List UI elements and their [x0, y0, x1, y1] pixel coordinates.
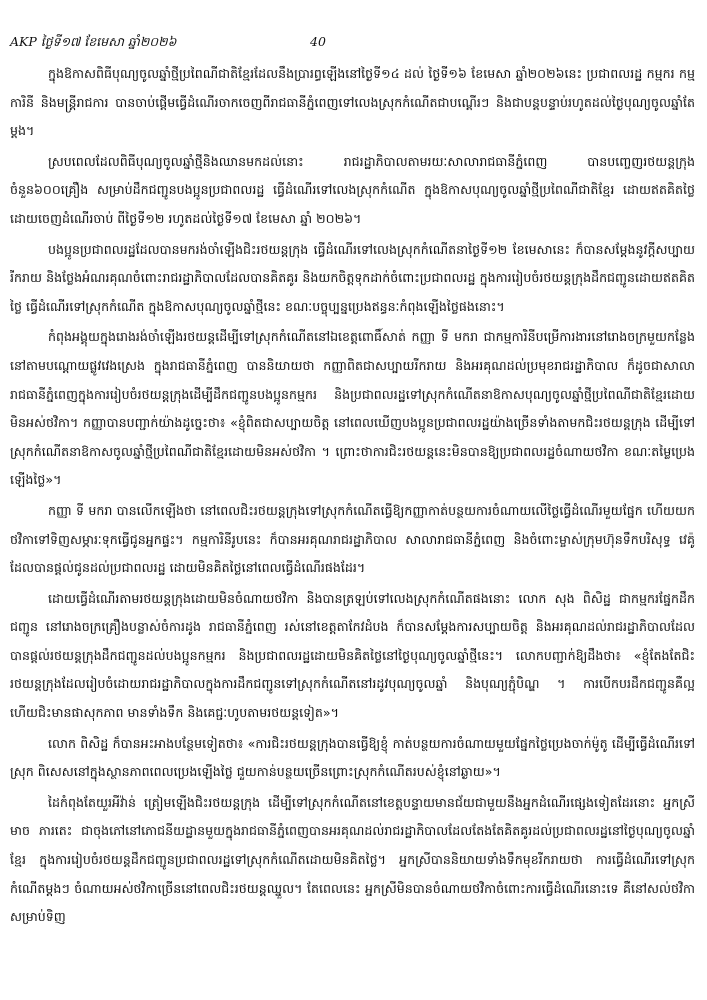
paragraph-8: ដៃកំពុងតែយួរអីវ៉ាន់ ត្រៀមឡើងជិះរថយន្តក្រុង ដើម្បីទៅស្រុកកំណើតនៅខេត្តបន្ទាយមានជ័យជាមួយនឹងអ្នកដំណើរផ្សេងទៀតដែរនោះ អ្នកស្រី មាច ភារតេះ ជាចុងភៅនៅភោជនីយដ្ឋានមួយក្នុងរាជធានីភ្នំពេញបានអរគុណដល់រាជរដ្ឋាភិបាលដែលតែងតែគិតគូរដល់ប្រជាពលរដ្ឋនៅថ្ងៃបុណ្យចូលឆ្នាំខ្មែរ ក្នុងការរៀបចំរថយន្តដឹកជញ្ជូនប្រជាពលរដ្ឋទៅស្រុកកំណើតដោយមិនគិតថ្លៃ។ អ្នកស្រីបាននិយាយទាំងទឹកមុខរីករាយថា ការធ្វើដំណើរទៅស្រុកកំណើតម្តងៗ ចំណាយអស់ថវិកាច្រើននៅពេលជិះរថយន្តឈ្នួល។ តែពេលនេះ អ្នកស្រីមិនបានចំណាយថវិកាចំពោះការធ្វើដំណើរនោះទេ គឺនៅសល់ថវិកាសម្រាប់ទិញ [10, 794, 695, 925]
paragraph-7: លោក ពិសិដ្ឋ ក៏បានអះអាងបន្ថែមទៀតថា៖ «ការជិះរថយន្តក្រុងបានធ្វើឱ្យខ្ញុំ កាត់បន្ថយការចំណាយមួយផ្នែកថ្លៃប្រេងចាក់ម៉ូតូ ដើម្បីធ្វើដំណើរទៅស្រុក ពិសេសនៅក្នុងស្ថានភាពពេលប្រេងឡើងថ្លៃ ជួយកាន់បន្ថយច្រើនព្រោះស្រុកកំណើតរបស់ខ្ញុំនៅឆ្ងាយ»។ [10, 735, 695, 780]
paragraph-4: កំពុងអង្គុយក្នុងរោងរង់ចាំឡើងរថយន្តដើម្បីទៅស្រុកកំណើតនៅឯខេត្តពោធិ៍សាត់ កញ្ញា ទី មករា ជាកម្មការិនីបម្រើការងារនៅរោងចក្រមួយកន្លែងនៅតាមបណ្តោយផ្លូវវេងស្រេង ក្នុងរាជធានីភ្នំពេញ បាននិយាយថា កញ្ញាពិតជាសប្បាយរីករាយ និងអរគុណដល់ប្រមុខរាជរដ្ឋាភិបាល ក៏ដូចជាសាលារាជធានីភ្នំពេញក្នុងការរៀបចំរថយន្តក្រុងដើម្បីដឹកជញ្ជូនបងប្អូនកម្មករ និងប្រជាពលរដ្ឋទៅស្រុកកំណើតនាឱកាសបុណ្យចូលឆ្នាំថ្មីប្រពៃណីជាតិខ្មែរដោយមិនអស់ថវិកា។ កញ្ញាបានបញ្ជាក់យ៉ាងដូច្នេះថា៖ «ខ្ញុំពិតជាសប្បាយចិត្ត នៅពេលឃើញបងប្អូនប្រជាពលរដ្ឋយ៉ាងច្រើនទាំងតាមកជិះរថយន្តក្រុង ដើម្បីទៅស្រុកកំណើតនាឱកាសចូលឆ្នាំថ្មីប្រពៃណីជាតិខ្មែរដោយមិនអស់ថវិកា ។ ព្រោះថាការជិះរថយន្តនេះមិនបានឱ្យប្រជាពលរដ្ឋចំណាយថវិកា ខណៈតម្លៃប្រេងឡើងថ្លៃ»។ [10, 329, 695, 488]
article-body [10, 60, 695, 992]
paragraph-1: ក្នុងឱកាសពិធីបុណ្យចូលឆ្នាំថ្មីប្រពៃណីជាតិខ្មែរដែលនឹងប្រារព្ធឡើងនៅថ្ងៃទី១៤ ដល់ ថ្ងៃទី១៦ ខែមេសា ឆ្នាំ២០២៦នេះ ប្រជាពលរដ្ឋ កម្មករ កម្មការិនី និងមន្ត្រីរាជការ បានចាប់ផ្តើមធ្វើដំណើរចាកចេញពីរាជធានីភ្នំពេញទៅលេងស្រុកកំណើតជាបណ្តើរៗ និងជាបន្តបន្ទាប់រហូតដល់ថ្ងៃបុណ្យចូលឆ្នាំតែម្តង។ [10, 66, 695, 139]
paragraph-2: ស្របពេលដែលពិធីបុណ្យចូលឆ្នាំថ្មីនិងឈានមកដល់នោះ រាជរដ្ឋាភិបាលតាមរយៈសាលារាជធានីភ្នំពេញ បានបញ្ចេញរថយន្តក្រុងចំនួន៦០០គ្រឿង សម្រាប់ដឹកជញ្ជូនបងប្អូនប្រជាពលរដ្ឋ ធ្វើដំណើរទៅលេងស្រុកកំណើត ក្នុងឱកាសបុណ្យចូលឆ្នាំថ្មីប្រពៃណីជាតិខ្មែរ ដោយឥតគិតថ្លៃ ដោយចេញដំណើរចាប់ ពីថ្ងៃទី១២ រហូតដល់ថ្ងៃទី១៧ ខែមេសា ឆ្នាំ ២០២៦។ [10, 153, 695, 226]
paragraph-6: ដោយធ្វើដំណើរតាមរថយន្តក្រុងដោយមិនចំណាយថវិកា និងបានត្រឡប់ទៅលេងស្រុកកំណើតផងនោះ លោក សុង ពិសិដ្ឋ ជាកម្មករផ្នែកដឹកជញ្ជូន នៅរោងចក្រគ្រឿងបន្លាស់ចំការដូង រាជធានីភ្នំពេញ រស់នៅខេត្តតាកែវដំបង ក៏បានសម្តែងការសប្បាយចិត្ត និងអរគុណដល់រាជរដ្ឋាភិបាលដែលបានផ្តល់រថយន្តក្រុងដឹកជញ្ជូនដល់បងប្អូនកម្មករ និងប្រជាពលរដ្ឋដោយមិនគិតថ្លៃនៅថ្ងៃបុណ្យចូលឆ្នាំថ្មីនេះ។ លោកបញ្ជាក់ឱ្យដឹងថា៖ «ខ្ញុំតែងតែជិះរថយន្តក្រុងដែលរៀបចំដោយរាជរដ្ឋាភិបាលក្នុងការដឹកជញ្ជូនទៅស្រុកកំណើតនៅរដូវបុណ្យចូលឆ្នាំ និងបុណ្យភ្ជុំបិណ្ឌ ។ ការបើកបរដឹកជញ្ជូនគឺល្អ ហើយជិះមានផាសុកភាព មានទាំងទឹក និងគេជ្ជៈហូបតាមរថយន្តទៀត»។ [10, 590, 695, 721]
page-number: 40 [310, 34, 326, 49]
source-date: AKP ថ្ងៃទី១៧ ខែមេសា ឆ្នាំ២០២៦ [10, 34, 177, 49]
paragraph-3: បងប្អូនប្រជាពលរដ្ឋដែលបានមករង់ចាំឡើងជិះរថយន្តក្រុង ធ្វើដំណើរទៅលេងស្រុកកំណើតនាថ្ងៃទី១២ ខែមេសានេះ ក៏បានសម្តែងនូវក្តីសប្បាយរីករាយ និងថ្លែងអំណរគុណចំពោះរាជរដ្ឋាភិបាលដែលបានគិតគូរ និងយកចិត្តទុកដាក់ចំពោះប្រជាពលរដ្ឋ ក្នុងការរៀបចំរថយន្តក្រុងដឹកជញ្ជូនដោយឥតគិតថ្លៃ ធ្វើដំណើរទៅស្រុកកំណើត ក្នុងឱកាសបុណ្យចូលឆ្នាំថ្មីនេះ ខណៈបច្ចុប្បន្នប្រេងឥន្ធនៈកំពុងឡើងថ្លៃផងនោះ។ [10, 241, 695, 314]
page-header [10, 34, 695, 54]
paragraph-5: កញ្ញា ទី មករា បានលើកឡើងថា នៅពេលជិះរថយន្តក្រុងទៅស្រុកកំណើតធ្វើឱ្យកញ្ញាកាត់បន្ថយការចំណាយលើថ្លៃធ្វើដំណើរមួយផ្នែក ហើយយកថវិកាទៅទិញសម្ភារៈទុកធ្វើជូនអ្នកផ្ទះ។ កម្មការិនីរូបនេះ ក៏បានអរគុណរាជរដ្ឋាភិបាល សាលារាជធានីភ្នំពេញ និងចំពោះម្ចាស់ក្រុមហ៊ុនទឹកបរិសុទ្ធ វេគ៉ូ ដែលបានផ្តល់ជូនដល់ប្រជាពលរដ្ឋ ដោយមិនគិតថ្លៃនៅពេលធ្វើដំណើរផងដែរ។ [10, 502, 695, 576]
